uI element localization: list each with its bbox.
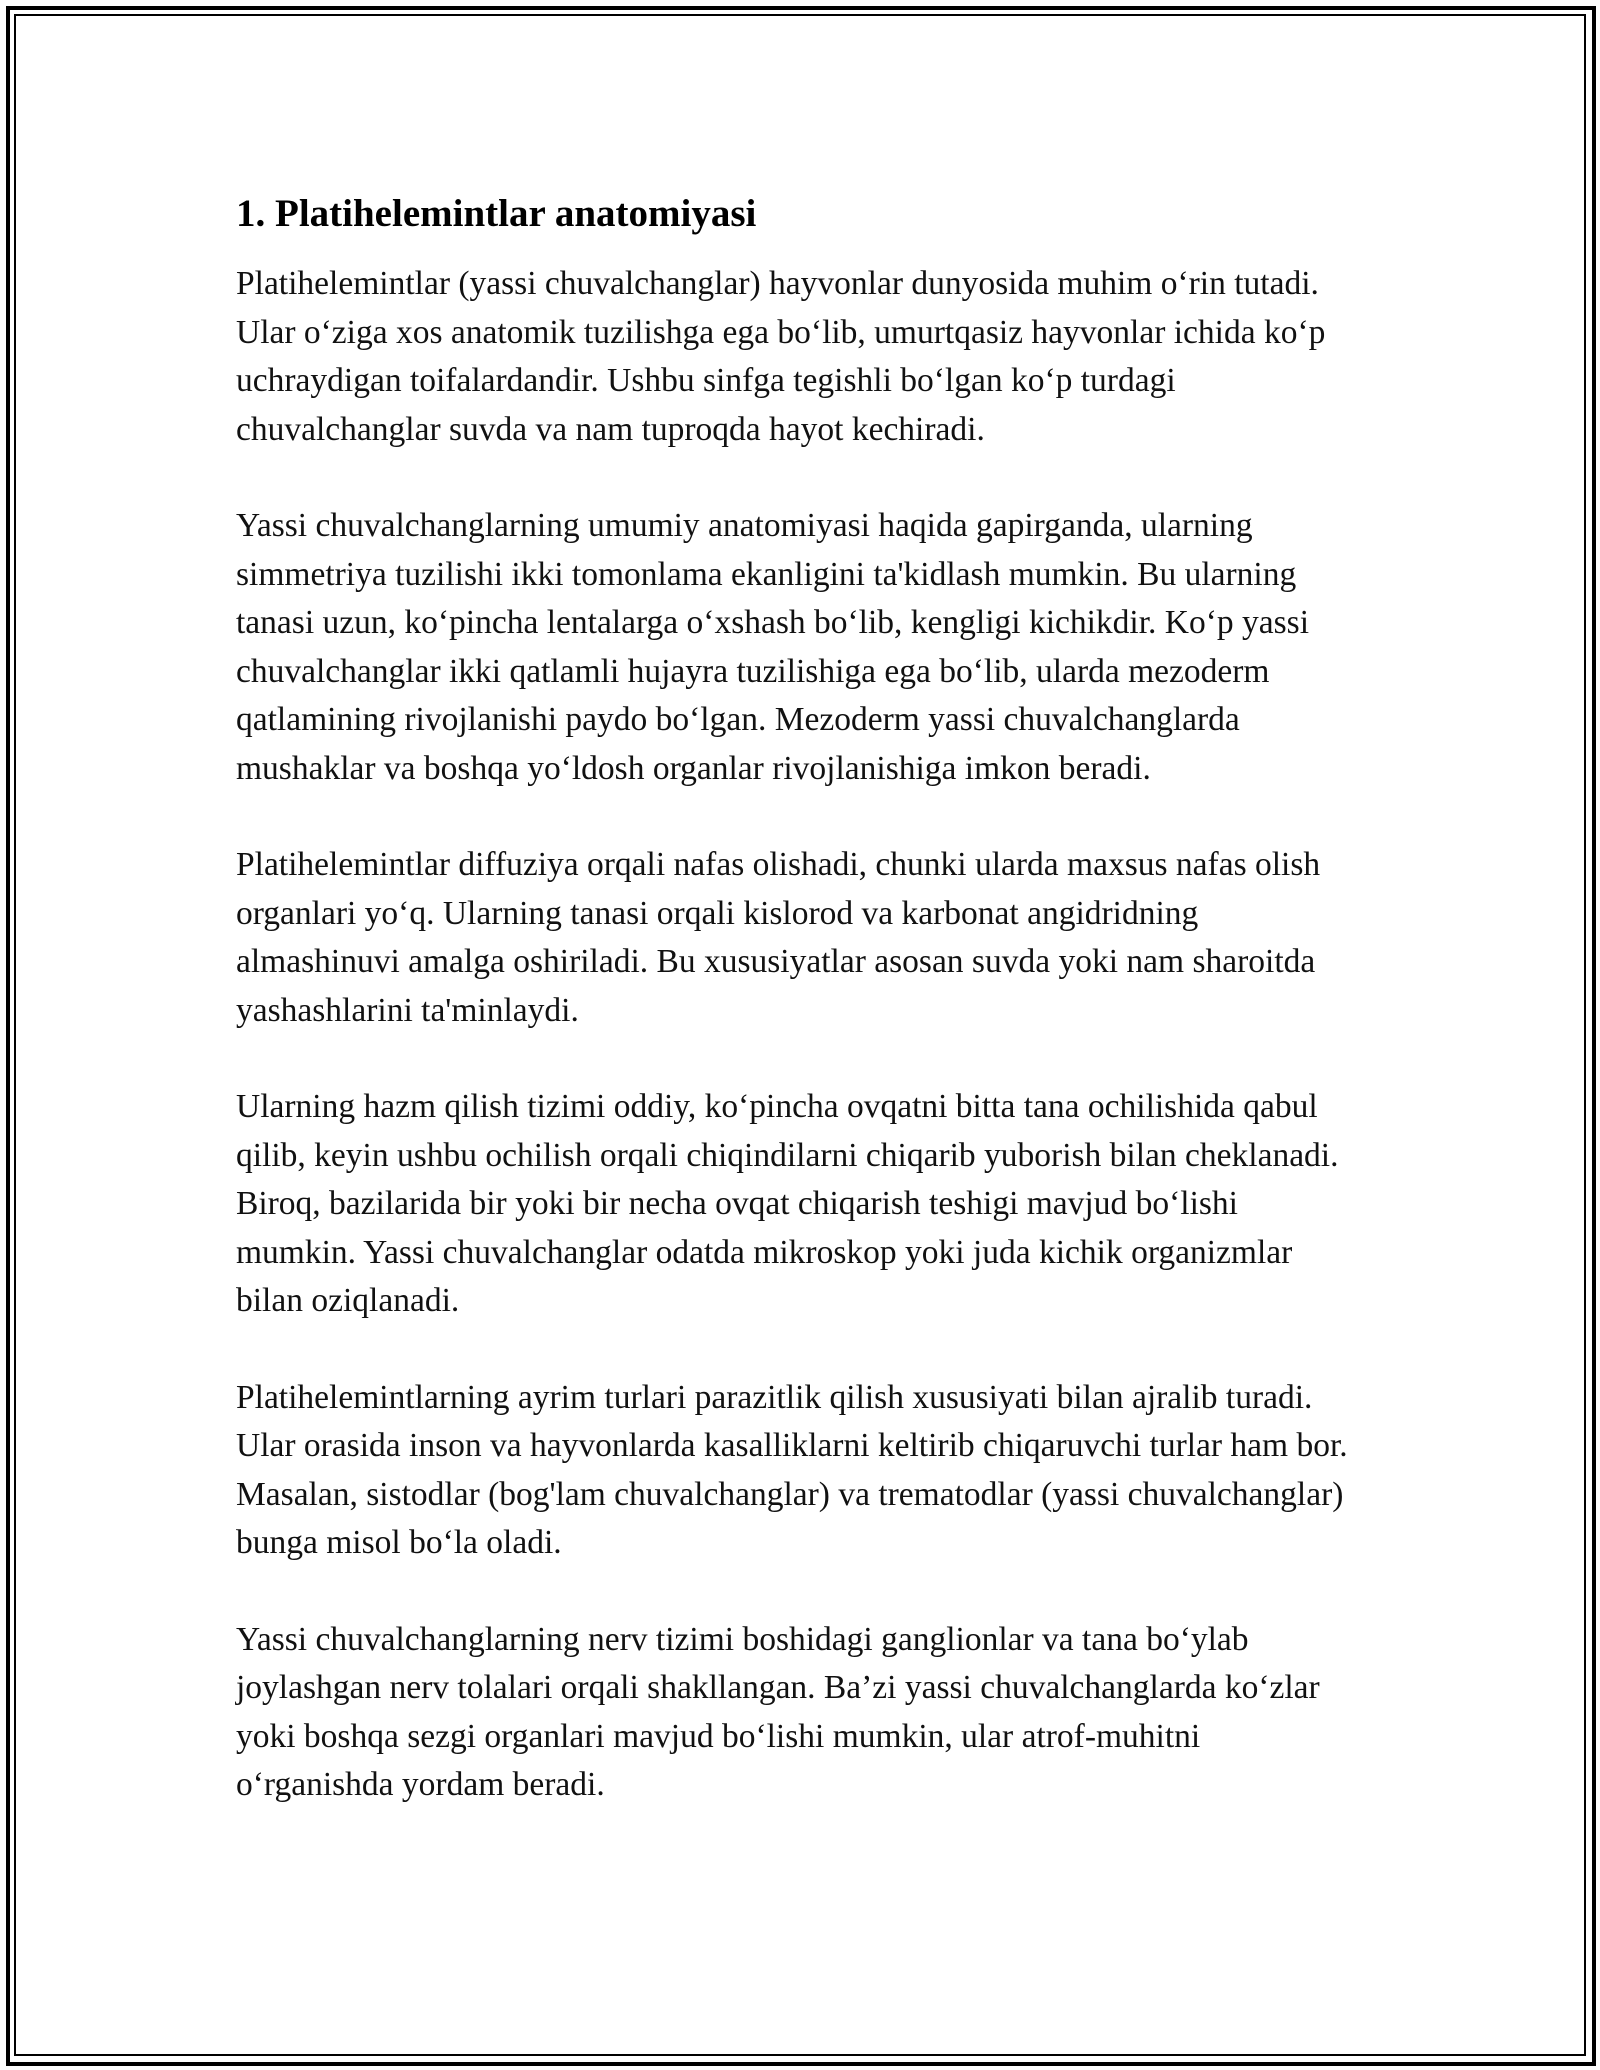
document-body <box>236 186 1366 1858</box>
paragraph-intro: Platihelemintlar (yassi chuvalchanglar) hayvonlar dunyosida muhim o‘rin tutadi. Ular o‘ziga xos anatomik tuzilishga ega bo‘lib, umurtqasiz hayvonlar ichida ko‘p uchraydigan toifalardandir. Ushbu sinfga tegishli bo‘lgan ko‘p turdagi chuvalchanglar suvda va nam tuproqda hayot kechiradi. <box>236 265 1326 448</box>
paragraph-digestion: Ularning hazm qilish tizimi oddiy, ko‘pincha ovqatni bitta tana ochilishida qabul qilib, keyin ushbu ochilish orqali chiqindilarni chiqarib yuborish bilan cheklanadi. Biroq, bazilarida bir yoki bir necha ovqat chiqarish teshigi mavjud bo‘lishi mumkin. Yassi chuvalchanglar odatda mikroskop yoki juda kichik organizmlar bilan oziqlanadi. <box>236 1088 1339 1319</box>
paragraph-general-anatomy: Yassi chuvalchanglarning umumiy anatomiyasi haqida gapirganda, ularning simmetriya tuzilishi ikki tomonlama ekanligini ta'kidlash mumkin. Bu ularning tanasi uzun, ko‘pincha lentalarga o‘xshash bo‘lib, kengligi kichikdir. Ko‘p yassi chuvalchanglar ikki qatlamli hujayra tuzilishiga ega bo‘lib, ularda mezoderm qatlamining rivojlanishi paydo bo‘lgan. Mezoderm yassi chuvalchanglarda mushaklar va boshqa yo‘ldosh organlar rivojlanishiga imkon beradi. <box>236 507 1310 787</box>
section-heading: 1. Platihelemintlar anatomiyasi <box>236 192 757 235</box>
paragraph-parasitism: Platihelemintlarning ayrim turlari parazitlik qilish xususiyati bilan ajralib turadi. Ular orasida inson va hayvonlarda kasalliklarni keltirib chiqaruvchi turlar ham bor. Masalan, sistodlar (bog'lam chuvalchanglar) va trematodlar (yassi chuvalchanglar) bunga misol bo‘la oladi. <box>236 1378 1348 1561</box>
paragraph-nervous-system: Yassi chuvalchanglarning nerv tizimi boshidagi ganglionlar va tana bo‘ylab joylashgan nerv tolalari orqali shakllangan. Ba’zi yassi chuvalchanglarda ko‘zlar yoki boshqa sezgi organlari mavjud bo‘lishi mumkin, ular atrof-muhitni o‘rganishda yordam beradi. <box>236 1620 1320 1803</box>
paragraph-respiration: Platihelemintlar diffuziya orqali nafas olishadi, chunki ularda maxsus nafas olish organlari yo‘q. Ularning tanasi orqali kislorod va karbonat angidridning almashinuvi amalga oshiriladi. Bu xususiyatlar asosan suvda yoki nam sharoitda yashashlarini ta'minlaydi. <box>236 846 1321 1029</box>
